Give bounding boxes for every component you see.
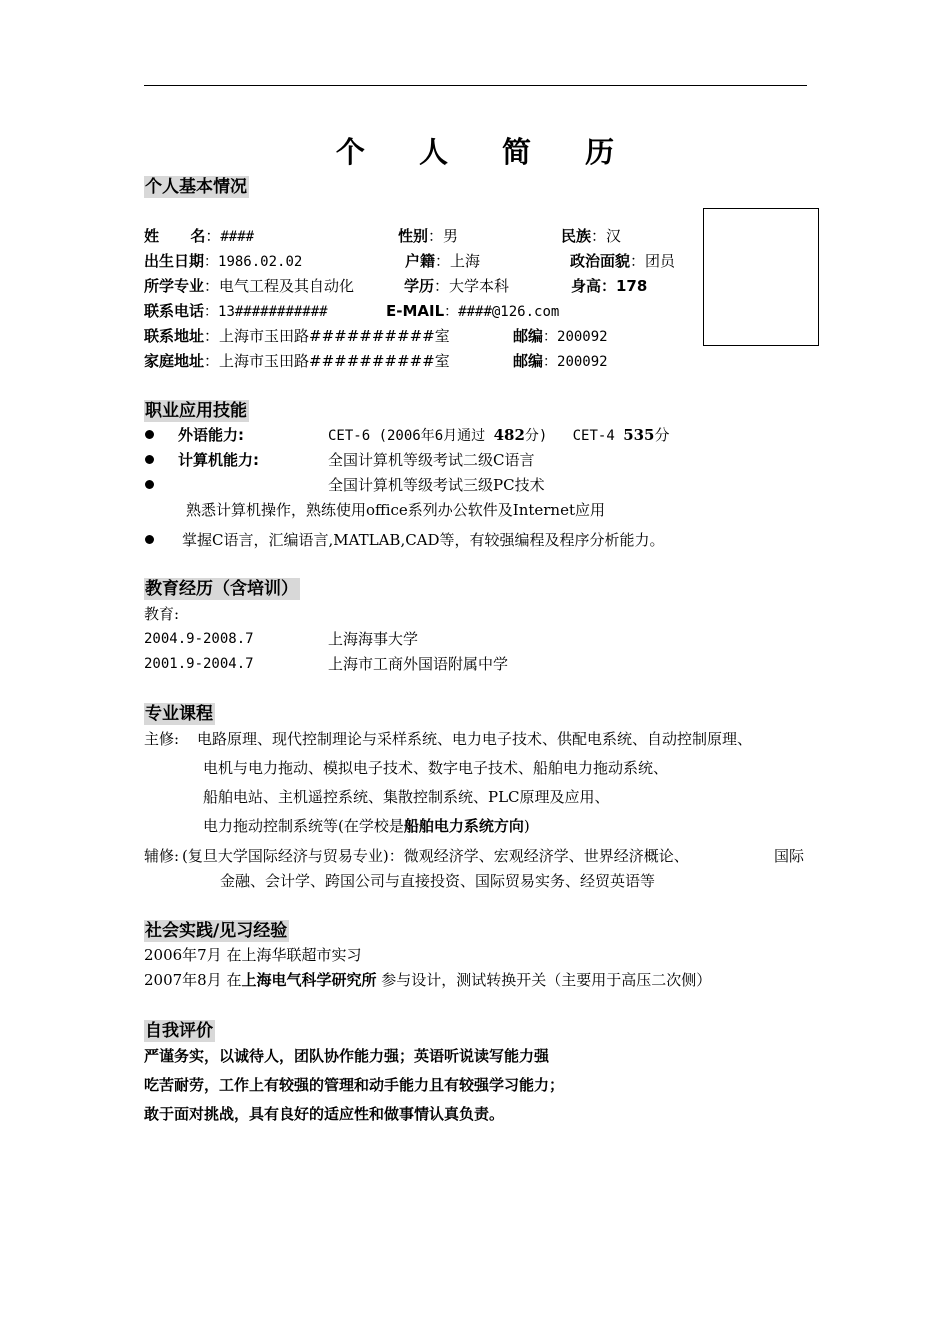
practice-line-2 [144, 970, 711, 990]
edu-period-1: 2004.9-2008.7 [144, 631, 254, 647]
hukou-value: ：上海 [435, 252, 481, 270]
edu-school-1: 上海海事大学 [328, 630, 419, 648]
section-basic-heading: 个人基本情况 [145, 177, 247, 197]
zip1-field [513, 326, 608, 347]
lang-value-a: CET-6 (2006年6月通过 [328, 428, 494, 444]
zip1-label: 邮编 [513, 327, 544, 345]
computer-value-1: 全国计算机等级考试二级C语言 [328, 451, 535, 469]
phone-label: 联系电话 [144, 302, 205, 320]
name-label: 姓 名 [144, 227, 206, 245]
photo-box [703, 208, 819, 346]
self-eval-line-3: 敢于面对挑战，具有良好的适应性和做事情认真负责。 [144, 1105, 505, 1123]
ethnic-field [561, 226, 621, 246]
minor-courses-label: 辅修: [144, 847, 180, 865]
major-courses-line-4a: 电力拖动控制系统等(在学校是 [203, 817, 404, 835]
section-courses-heading: 专业课程 [145, 704, 213, 724]
zip2-value: ：200092 [543, 354, 608, 370]
major-direction: 船舶电力系统方向 [403, 817, 524, 835]
lang-score-cet6: 482 [493, 426, 525, 444]
edu-field [404, 276, 509, 296]
bullet-icon [145, 535, 154, 544]
gender-field [398, 226, 458, 246]
minor-courses-line-1-tail: 国际 [774, 847, 805, 865]
phone-value: ：13########### [204, 304, 328, 320]
self-eval-line-2: 吃苦耐劳，工作上有较强的管理和动手能力且有较强学习能力； [144, 1076, 565, 1094]
section-education-heading: 教育经历（含培训） [145, 579, 298, 599]
top-rule [144, 85, 807, 86]
bullet-icon [145, 430, 154, 439]
major-courses-label: 主修: [144, 730, 180, 748]
major-courses-line-2: 电机与电力拖动、模拟电子技术、数字电子技术、船舶电力拖动系统、 [203, 759, 669, 777]
edu-value: ：大学本科 [434, 277, 510, 295]
gender-value: ：男 [428, 227, 459, 245]
address-label: 联系地址 [144, 327, 205, 345]
bullet-icon [145, 480, 154, 489]
lang-label: 外语能力: [178, 426, 244, 444]
lang-score-cet4: 535 [623, 426, 655, 444]
office-line: 熟悉计算机操作，熟练使用office系列办公软件及Internet应用 [186, 501, 605, 519]
section-skills-heading: 职业应用技能 [145, 401, 247, 421]
height-label: 身高：178 [571, 277, 648, 295]
education-label: 教育: [144, 605, 180, 623]
ethnic-label: 民族 [561, 227, 592, 245]
ethnic-value: ：汉 [591, 227, 622, 245]
hukou-field [405, 251, 480, 271]
practice-line-1: 2006年7月 在上海华联超市实习 [144, 946, 362, 964]
lang-value-b: 分) CET-4 [524, 428, 624, 444]
computer-value-2: 全国计算机等级考试三级PC技术 [328, 476, 545, 494]
political-value: ：团员 [630, 252, 676, 270]
major-value: ：电气工程及其自动化 [204, 277, 355, 295]
name-sep: ： [205, 227, 221, 245]
email-field [386, 301, 559, 322]
practice-line-2c: 参与设计，测试转换开关（主要用于高压二次侧） [376, 971, 712, 989]
email-label: E-MAIL [386, 302, 445, 320]
zip1-value: ：200092 [543, 329, 608, 345]
email-value: ：####@126.com [444, 304, 560, 320]
self-eval-line-1: 严谨务实，以诚待人，团队协作能力强；英语听说读写能力强 [144, 1047, 550, 1065]
birth-value: ：1986.02.02 [204, 254, 303, 270]
practice-org: 上海电气科学研究所 [241, 971, 377, 989]
major-label: 所学专业 [144, 277, 205, 295]
edu-school-2: 上海市工商外国语附属中学 [328, 655, 509, 673]
hukou-label: 户籍 [405, 252, 436, 270]
major-courses-line-4 [203, 816, 530, 836]
practice-line-2a: 2007年8月 在 [144, 971, 242, 989]
home-field [144, 351, 450, 371]
major-courses-line-3: 船舶电站、主机遥控系统、集散控制系统、PLC原理及应用、 [203, 788, 610, 806]
computer-label: 计算机能力: [178, 451, 259, 469]
major-courses-line-4c: ) [523, 817, 530, 835]
political-label: 政治面貌 [570, 252, 631, 270]
section-self-heading: 自我评价 [145, 1021, 213, 1041]
section-practice-heading: 社会实践/见习经验 [145, 921, 288, 941]
home-value: ：上海市玉田路##########室 [204, 352, 450, 370]
birth-label: 出生日期 [144, 252, 205, 270]
political-field [570, 251, 675, 271]
page-title: 个 人 简 历 [335, 135, 637, 169]
edu-period-2: 2001.9-2004.7 [144, 656, 254, 672]
edu-label: 学历 [404, 277, 435, 295]
major-courses-line-1: 电路原理、现代控制理论与采样系统、电力电子技术、供配电系统、自动控制原理、 [197, 730, 753, 748]
home-label: 家庭地址 [144, 352, 205, 370]
minor-courses-line-1: (复旦大学国际经济与贸易专业)：微观经济学、宏观经济学、世界经济概论、 [182, 847, 689, 865]
name-value: #### [220, 229, 255, 245]
phone-field [144, 301, 328, 322]
bullet-icon [145, 455, 154, 464]
zip2-field [513, 351, 608, 372]
height-field [571, 276, 647, 296]
name-row [144, 226, 254, 247]
birth-field [144, 251, 302, 272]
lang-value [328, 425, 670, 446]
gender-label: 性别 [398, 227, 429, 245]
minor-courses-line-2: 金融、会计学、跨国公司与直接投资、国际贸易实务、经贸英语等 [220, 872, 656, 890]
address-field [144, 326, 450, 346]
lang-value-c: 分 [654, 426, 670, 444]
address-value: ：上海市玉田路##########室 [204, 327, 450, 345]
major-field [144, 276, 354, 296]
zip2-label: 邮编 [513, 352, 544, 370]
programming-line: 掌握C语言，汇编语言,MATLAB,CAD等，有较强编程及程序分析能力。 [182, 531, 665, 549]
